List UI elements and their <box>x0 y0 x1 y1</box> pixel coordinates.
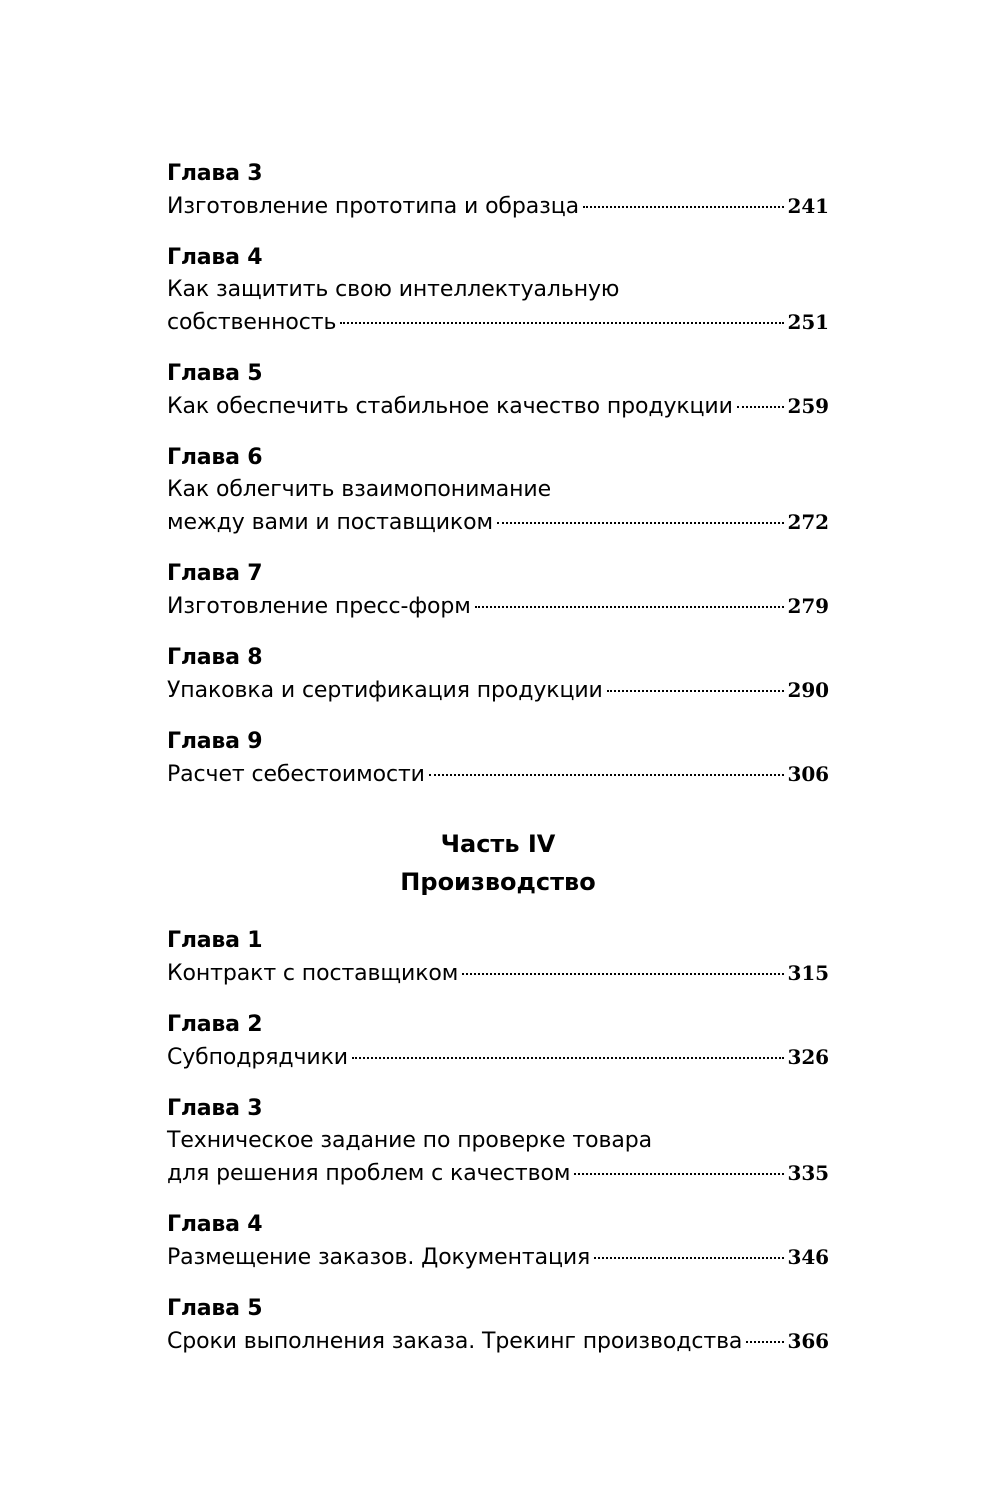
chapter-entry <box>167 1241 829 1274</box>
page-number: 335 <box>787 1161 829 1185</box>
chapter-heading: Глава 6 <box>167 445 263 470</box>
chapter-title-line: собственность <box>167 310 337 335</box>
page-number: 251 <box>787 310 829 334</box>
chapter-heading: Глава 9 <box>167 729 263 754</box>
toc-entry[interactable] <box>167 242 829 339</box>
chapter-title-line: для решения проблем с качеством <box>167 1161 571 1186</box>
chapter-entry <box>167 390 829 423</box>
page-number: 241 <box>787 194 829 218</box>
chapter-entry <box>167 674 829 707</box>
part-heading <box>167 825 829 901</box>
page-number: 306 <box>787 762 829 786</box>
page-number: 279 <box>787 594 829 618</box>
toc-entry[interactable] <box>167 558 829 623</box>
toc-entry[interactable] <box>167 1293 829 1358</box>
dot-leader <box>475 606 784 608</box>
dot-leader <box>497 522 784 524</box>
chapter-entry <box>167 758 829 791</box>
chapter-title: Расчет себестоимости <box>167 762 425 787</box>
chapter-title-line: Как защитить свою интеллектуальную <box>167 277 620 302</box>
chapter-heading: Глава 1 <box>167 928 263 953</box>
toc-entry[interactable] <box>167 1209 829 1274</box>
chapter-title: Упаковка и сертификация продукции <box>167 678 603 703</box>
toc-entry[interactable] <box>167 1093 829 1190</box>
chapter-heading: Глава 7 <box>167 561 263 586</box>
dot-leader <box>462 973 783 975</box>
page-number: 326 <box>787 1045 829 1069</box>
chapter-entry <box>167 957 829 990</box>
part-title: Производство <box>400 868 596 896</box>
chapter-title: Как обеспечить стабильное качество продукции <box>167 394 733 419</box>
chapter-heading: Глава 3 <box>167 1096 263 1121</box>
toc-entry[interactable] <box>167 442 829 539</box>
chapter-title: Сроки выполнения заказа. Трекинг производства <box>167 1329 743 1354</box>
chapter-heading: Глава 2 <box>167 1012 263 1037</box>
toc-entry[interactable] <box>167 925 829 990</box>
page-number: 315 <box>787 961 829 985</box>
dot-leader <box>594 1257 783 1259</box>
toc-entry[interactable] <box>167 1009 829 1074</box>
chapter-heading: Глава 4 <box>167 1212 263 1237</box>
chapter-title: Изготовление прототипа и образца <box>167 194 579 219</box>
table-of-contents <box>167 158 829 1358</box>
chapter-title: Контракт с поставщиком <box>167 961 459 986</box>
dot-leader <box>352 1057 784 1059</box>
chapter-entry <box>167 190 829 223</box>
chapter-entry <box>167 1041 829 1074</box>
dot-leader <box>429 774 784 776</box>
chapter-heading: Глава 4 <box>167 245 263 270</box>
chapter-title: Субподрядчики <box>167 1045 348 1070</box>
chapter-heading: Глава 5 <box>167 1296 263 1321</box>
dot-leader <box>574 1173 783 1175</box>
dot-leader <box>737 406 784 408</box>
dot-leader <box>340 322 783 324</box>
chapter-title-line: Как облегчить взаимопонимание <box>167 477 552 502</box>
chapter-heading: Глава 5 <box>167 361 263 386</box>
dot-leader <box>583 206 784 208</box>
chapter-entry <box>167 1325 829 1358</box>
chapter-entry <box>167 1125 829 1190</box>
toc-entry[interactable] <box>167 726 829 791</box>
chapter-title: Размещение заказов. Документация <box>167 1245 591 1270</box>
part-number: Часть IV <box>440 830 556 858</box>
toc-entry[interactable] <box>167 158 829 223</box>
chapter-entry <box>167 590 829 623</box>
chapter-entry <box>167 274 829 339</box>
toc-entry[interactable] <box>167 358 829 423</box>
chapter-title-line: Техническое задание по проверке товара <box>167 1128 652 1153</box>
toc-entry[interactable] <box>167 642 829 707</box>
page-number: 346 <box>787 1245 829 1269</box>
chapter-title-line: между вами и поставщиком <box>167 510 493 535</box>
page-number: 259 <box>787 394 829 418</box>
page-number: 366 <box>787 1329 829 1353</box>
page-number: 272 <box>787 510 829 534</box>
dot-leader <box>746 1341 783 1343</box>
chapter-heading: Глава 8 <box>167 645 263 670</box>
chapter-title: Изготовление пресс-форм <box>167 594 471 619</box>
chapter-entry <box>167 474 829 539</box>
chapter-heading: Глава 3 <box>167 161 263 186</box>
page-number: 290 <box>787 678 829 702</box>
dot-leader <box>607 690 784 692</box>
